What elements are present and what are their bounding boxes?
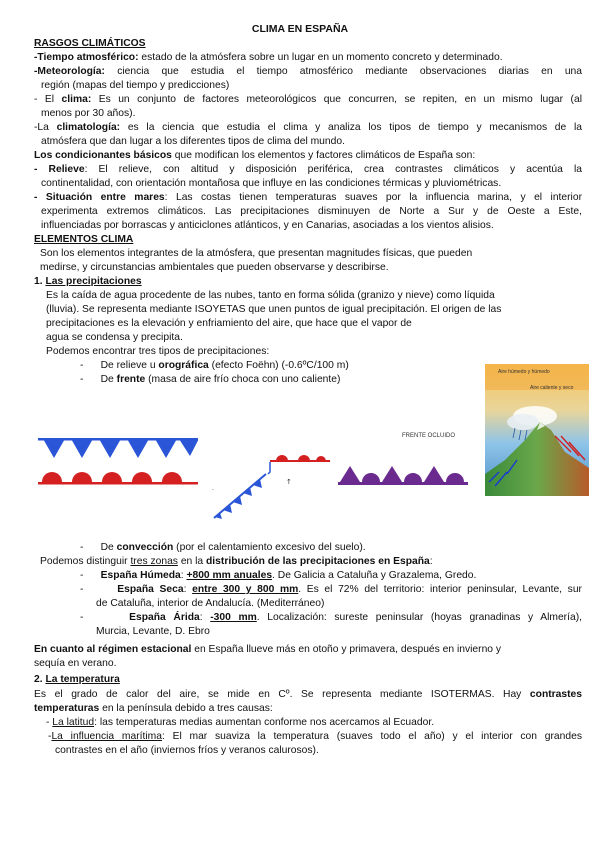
text: que modifican los elementos y factores climáticos de España son: [171, 150, 476, 161]
section-heading-precipitaciones [34, 275, 142, 289]
occluded-front-diagram [336, 436, 472, 492]
value: entre 300 y 800 mm [192, 584, 299, 595]
term: contrastes [529, 689, 582, 700]
text: : [429, 556, 433, 567]
precip-type-conveccion: - De convección (por el calentamiento excesivo del suelo). [80, 542, 366, 553]
occluded-front-line [338, 482, 468, 485]
term: clima: [61, 94, 92, 105]
label-aire-humedo: Aire húmedo y húmedo [498, 369, 550, 375]
condicionante-mares-cont: experimenta extremos climáticos. Las precipitaciones disminuyen de Norte a Sur y de Oeste a Este, [41, 206, 582, 217]
text: De relieve u [100, 360, 159, 371]
text: Es el grado de calor del aire, se mide en Cº. Se representa mediante ISOTERMAS. Hay [34, 689, 530, 700]
term: España Húmeda [100, 570, 181, 581]
precip-text-4: agua se condensa y precipita. [46, 332, 183, 343]
condicionante-relieve [34, 163, 582, 177]
term: -Meteorología: [34, 66, 105, 77]
term: frente [116, 374, 146, 385]
def-clima [34, 93, 582, 107]
zona-seca-cont: de Cataluña, interior de Andalucía. (Mediterráneo) [96, 598, 325, 609]
term: Los condicionantes básicos [34, 150, 172, 161]
cold-front-line [38, 438, 198, 441]
condicionante-mares [34, 191, 582, 205]
occluded-symbols [340, 466, 464, 482]
text: . Es el 72% del territorio: interior peninsular, Levante, sur [298, 584, 582, 595]
text: en la península debido a tres causas: [99, 703, 273, 714]
diagonal-triangles [215, 479, 262, 519]
text: De [100, 374, 117, 385]
label-frente-ocluido: FRENTE OCLUIDO [402, 433, 456, 439]
text: estado de la atmósfera sobre un lugar en un momento concreto y determinado. [138, 52, 503, 63]
term: orográfica [158, 360, 209, 371]
text: : las temperaturas medias aumentan conforme nos acercamos al Ecuador. [94, 717, 435, 728]
term: La influencia marítima [51, 731, 162, 742]
small-mark: ↑ [286, 478, 292, 486]
text: es la ciencia que estudia el clima y analiza los tipos de tiempo y mecanismos de la [120, 122, 582, 133]
top-semicircles [276, 455, 326, 461]
warm-front-line [38, 482, 198, 485]
text: (por el calentamiento excesivo del suelo). [173, 542, 366, 553]
zona-humeda: - España Húmeda: +800 mm anuales. De Galicia a Cataluña y Grazalema, Gredo. [80, 570, 477, 581]
text: De [100, 542, 117, 553]
elementos-text: Son los elementos integrantes de la atmósfera, que presentan magnitudes físicas, que pueden [40, 248, 473, 259]
def-meteorologia-cont: región (mapas del tiempo y predicciones) [41, 80, 230, 91]
precip-text-5: Podemos encontrar tres tipos de precipitaciones: [46, 346, 270, 357]
temp-text-2 [34, 702, 273, 716]
heading: La temperatura [45, 674, 120, 685]
term: -Tiempo atmosférico: [34, 52, 139, 63]
stationary-front-diagram [206, 440, 332, 520]
warm-front-semicircles [42, 472, 182, 482]
orographic-rain-illustration [485, 364, 589, 496]
temp-causa-maritima-cont: contrastes en el año (inviernos fríos y veranos calurosos). [55, 745, 319, 756]
page-title: CLIMA EN ESPAÑA [251, 23, 349, 35]
term: España Seca [117, 584, 184, 595]
num: 1. [34, 276, 46, 287]
label-aire-caliente: Aire caliente y seco [530, 385, 574, 391]
text: tres zonas [130, 556, 178, 567]
def-climatologia-cont: atmósfera que dan lugar a los diferentes tipos de clima del mundo. [41, 136, 345, 147]
text: - El [34, 94, 62, 105]
text: en la [177, 556, 207, 567]
precip-type-frente: - De frente (masa de aire frío choca con uno caliente) [80, 374, 341, 385]
text: - [48, 731, 52, 742]
def-tiempo [34, 51, 503, 65]
term: En cuanto al régimen estacional [34, 644, 192, 655]
regimen-estacional-cont: sequía en verano. [34, 658, 117, 669]
temp-causa-maritima [48, 730, 582, 744]
text: . De Galicia a Cataluña y Grazalema, Gredo. [272, 570, 477, 581]
section-heading-rasgos: RASGOS CLIMÁTICOS [34, 38, 146, 49]
small-mark: · [212, 487, 214, 494]
text: (masa de aire frío choca con uno caliente) [145, 374, 341, 385]
text: en España llueve más en otoño y primavera, después en invierno y [191, 644, 502, 655]
text: . Localización: sureste peninsular (hoyas granadinas y Almería), [256, 612, 582, 623]
text: ciencia que estudia el tiempo atmosférico mediante observaciones diarias en una [104, 66, 582, 77]
text: - [46, 717, 53, 728]
term: España Árida [129, 612, 200, 623]
regimen-estacional [34, 643, 501, 657]
def-climatologia [34, 121, 582, 135]
precip-text-2: (lluvia). Se representa mediante ISOYETAS que unen puntos de igual precipitación. El origen de las [46, 304, 502, 315]
term: climatología: [56, 122, 121, 133]
heading: Las precipitaciones [45, 276, 142, 287]
num: 2. [34, 674, 46, 685]
elementos-text-cont: medirse, y circunstancias ambientales que pueden observarse y describirse. [40, 262, 389, 273]
text: : [183, 584, 193, 595]
zona-seca: - España Seca: entre 300 y 800 mm. Es el 72% del territorio: interior peninsular, Levante, sur [80, 584, 582, 595]
precip-text-1: Es la caída de agua procedente de las nubes, tanto en forma sólida (granizo y nieve) como líquida [46, 290, 495, 301]
term: - Situación entre mares [34, 192, 165, 203]
zona-arida-cont: Murcia, Levante, D. Ebro [96, 626, 210, 637]
temp-text-1 [34, 688, 582, 702]
text: : [199, 612, 211, 623]
term: temperaturas [34, 703, 100, 714]
text: : [180, 570, 187, 581]
text: -La [34, 122, 57, 133]
def-meteorologia [34, 65, 582, 79]
cold-front-triangles [44, 441, 198, 459]
text: Podemos distinguir [40, 556, 131, 567]
text: : El relieve, con altitud y disposición periférica, crea contrastes climáticos y acentúa la [84, 164, 582, 175]
text: : El mar suaviza la temperatura (suaves todo el año) y el interior con grandes [161, 731, 582, 742]
condicionante-relieve-cont: continentalidad, con orientación montañosa que influye en las condiciones térmicas y pluviométricas. [41, 178, 502, 189]
temp-causa-latitud [46, 716, 434, 730]
condicionantes-intro [34, 149, 475, 163]
term: convección [116, 542, 174, 553]
section-heading-elementos: ELEMENTOS CLIMA [34, 234, 134, 245]
cold-front-diagram [34, 436, 206, 486]
cloud [507, 414, 539, 430]
zonas-intro [40, 555, 433, 569]
def-clima-cont: menos por 30 años). [41, 108, 136, 119]
section-heading-temperatura [34, 673, 120, 687]
front-vertical [268, 462, 270, 474]
zona-arida: - España Árida: -300 mm. Localización: sureste peninsular (hoyas granadinas y Almería), [80, 612, 582, 623]
text: (efecto Foëhn) (-0.6ºC/100 m) [208, 360, 349, 371]
term: - Relieve [34, 164, 85, 175]
term: La latitud [52, 717, 95, 728]
text: Es un conjunto de factores meteorológicos que concurren, se repiten, en un mismo lugar (al [91, 94, 582, 105]
text: : Las costas tienen temperaturas suaves por la influencia marina, y el interior [164, 192, 583, 203]
precip-type-orografica: - De relieve u orográfica (efecto Foëhn) (-0.6ºC/100 m) [80, 360, 349, 371]
precip-text-3: precipitaciones es la elevación y enfriamiento del aire, que hace que el vapor de [46, 318, 412, 329]
condicionante-mares-cont2: influenciadas por borrascas y anticiclones atlánticos, y en Canarias, asociadas a los vientos alisios. [41, 220, 494, 231]
term: distribución de las precipitaciones en España [206, 556, 430, 567]
value: -300 mm [210, 612, 257, 623]
value: +800 mm anuales [186, 570, 273, 581]
